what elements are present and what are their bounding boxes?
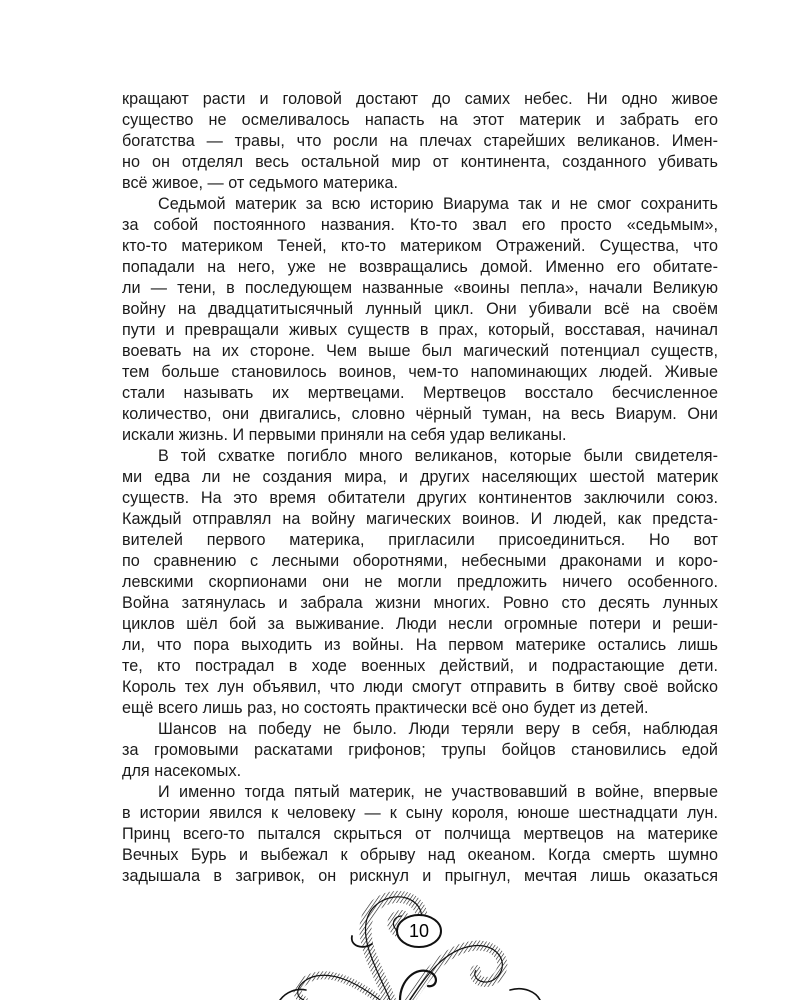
text-line: пути и превращали живых существ в прах, который, восставая, начинал: [122, 321, 718, 339]
text-line: воевать на их стороне. Чем выше был магический потенциал существ,: [122, 342, 718, 360]
body-text: [122, 89, 718, 887]
text-line: за собой постоянного названия. Кто-то звал его просто «седьмым»,: [122, 216, 718, 234]
page-number: 10: [408, 921, 430, 941]
text-line: ещё всего лишь раз, но состоять практически всё оно будет из детей.: [122, 699, 649, 717]
text-line: левскими скорпионами они не могли предложить ничего особенного.: [122, 573, 718, 591]
text-line: всё живое, — от седьмого материка.: [122, 174, 399, 192]
text-line: тем больше становилось воинов, чем-то напоминающих людей. Живые: [122, 363, 718, 381]
text-line: попадали на него, уже не возвращались домой. Именно его обитате-: [122, 258, 718, 276]
text-line: по сравнению с лесными оборотнями, небесными драконами и коро-: [122, 552, 718, 570]
text-line: И именно тогда пятый материк, не участвовавший в войне, впервые: [158, 783, 718, 801]
text-line: за громовыми раскатами грифонов; трупы бойцов становились едой: [122, 741, 718, 759]
text-line: богатства — травы, что росли на плечах старейших великанов. Имен-: [122, 132, 718, 150]
text-line: искали жизнь. И первыми приняли на себя удар великаны.: [122, 426, 567, 444]
text-line: задышала в загривок, он рискнул и прыгнул, мечтая лишь оказаться: [122, 867, 718, 885]
text-line: в истории явился к человеку — к сыну короля, юноше шестнадцати лун.: [122, 804, 718, 822]
text-line: Принц всего-то пытался скрыться от полчища мертвецов на материке: [122, 825, 718, 843]
text-line: ли — тени, в последующем названные «воины пепла», начали Великую: [122, 279, 718, 297]
text-line: Каждый отправлял на войну магических воинов. И людей, как предста-: [122, 510, 718, 528]
text-line: вителей первого материка, пригласили присоединиться. Но вот: [122, 531, 718, 549]
text-line: существо не осмеливалось напасть на этот материк и забрать его: [122, 111, 718, 129]
text-line: ми едва ли не создания мира, и других населяющих шестой материк: [122, 468, 718, 486]
text-line: ли, что пора выходить из войны. На первом материке остались лишь: [122, 636, 718, 654]
text-line: Седьмой материк за всю историю Виарума так и не смог сохранить: [158, 195, 718, 213]
text-line: Вечных Бурь и выбежал к обрыву над океаном. Когда смерть шумно: [122, 846, 718, 864]
flourish-ornament-icon: [240, 880, 560, 1000]
text-line: циклов шёл бой за выживание. Люди несли огромные потери и реши-: [122, 615, 718, 633]
text-line: те, кто пострадал в ходе военных действий, и подрастающие дети.: [122, 657, 718, 675]
text-line: Король тех лун объявил, что люди смогут отправить в битву своё войско: [122, 678, 718, 696]
text-line: кто-то материком Теней, кто-то материком Отражений. Существа, что: [122, 237, 718, 255]
text-line: для насекомых.: [122, 762, 242, 780]
text-line: Шансов на победу не было. Люди теряли веру в себя, наблюдая: [158, 720, 718, 738]
text-line: количество, они двигались, словно чёрный туман, на весь Виарум. Они: [122, 405, 718, 423]
text-line: войну на двадцатитысячный лунный цикл. Они убивали всё на своём: [122, 300, 718, 318]
text-line: Война затянулась и забрала жизни многих. Ровно сто десять лунных: [122, 594, 718, 612]
text-line: стали называть их мертвецами. Мертвецов восстало бесчисленное: [122, 384, 718, 402]
text-line: существ. На это время обитатели других континентов заключили союз.: [122, 489, 718, 507]
text-line: но он отделял весь остальной мир от континента, созданного убивать: [122, 153, 718, 171]
text-line: В той схватке погибло много великанов, которые были свидетеля-: [158, 447, 718, 465]
text-line: кращают расти и головой достают до самих небес. Ни одно живое: [122, 90, 718, 108]
